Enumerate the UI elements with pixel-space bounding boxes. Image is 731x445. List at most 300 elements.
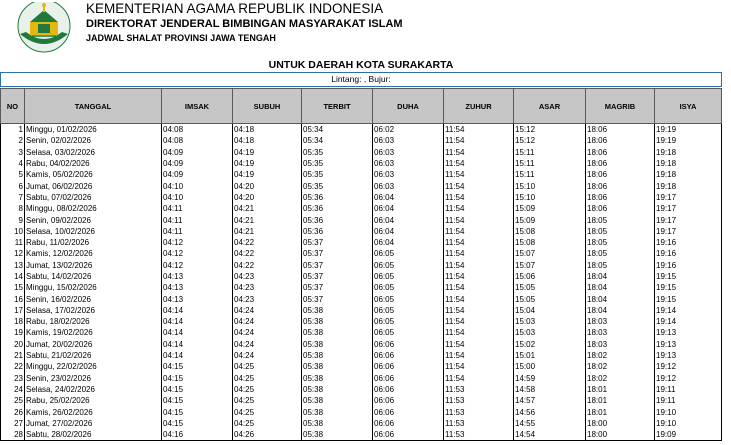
cell-isya[interactable]: 19:10 (655, 418, 722, 429)
cell-terbit[interactable]: 05:36 (302, 226, 373, 237)
cell-duha[interactable]: 06:04 (373, 237, 444, 248)
cell-terbit[interactable]: 05:38 (302, 305, 373, 316)
cell-magrib[interactable]: 18:04 (586, 282, 655, 293)
cell-terbit[interactable]: 05:38 (302, 429, 373, 441)
cell-duha[interactable]: 06:05 (373, 282, 444, 293)
cell-asar[interactable]: 15:05 (514, 293, 586, 304)
cell-imsak[interactable]: 04:10 (162, 180, 233, 191)
cell-duha[interactable]: 06:05 (373, 271, 444, 282)
cell-tanggal[interactable]: Sabtu, 28/02/2026 (25, 429, 162, 441)
cell-isya[interactable]: 19:19 (655, 124, 722, 136)
cell-imsak[interactable]: 04:11 (162, 203, 233, 214)
cell-tanggal[interactable]: Kamis, 19/02/2026 (25, 327, 162, 338)
cell-imsak[interactable]: 04:12 (162, 237, 233, 248)
cell-subuh[interactable]: 04:24 (233, 350, 302, 361)
cell-magrib[interactable]: 18:05 (586, 214, 655, 225)
cell-subuh[interactable]: 04:24 (233, 316, 302, 327)
cell-asar[interactable]: 15:09 (514, 214, 586, 225)
cell-imsak[interactable]: 04:09 (162, 147, 233, 158)
cell-tanggal[interactable]: Selasa, 10/02/2026 (25, 226, 162, 237)
cell-magrib[interactable]: 18:01 (586, 406, 655, 417)
cell-subuh[interactable]: 04:18 (233, 135, 302, 146)
cell-isya[interactable]: 19:14 (655, 305, 722, 316)
cell-subuh[interactable]: 04:22 (233, 237, 302, 248)
cell-tanggal[interactable]: Minggu, 01/02/2026 (25, 124, 162, 136)
cell-duha[interactable]: 06:06 (373, 429, 444, 441)
cell-zuhur[interactable]: 11:54 (444, 316, 514, 327)
cell-terbit[interactable]: 05:38 (302, 327, 373, 338)
column-header-magrib: MAGRIB (586, 89, 655, 124)
cell-no[interactable]: 9 (1, 214, 25, 225)
cell-terbit[interactable]: 05:37 (302, 271, 373, 282)
cell-magrib[interactable]: 18:06 (586, 192, 655, 203)
table-row (1, 316, 722, 327)
cell-isya[interactable]: 19:17 (655, 214, 722, 225)
cell-zuhur[interactable]: 11:54 (444, 361, 514, 372)
cell-subuh[interactable]: 04:25 (233, 418, 302, 429)
cell-no[interactable]: 2 (1, 135, 25, 146)
cell-zuhur[interactable]: 11:54 (444, 282, 514, 293)
coordinates-cell[interactable]: Lintang: , Bujur: (0, 72, 722, 87)
cell-asar[interactable]: 14:54 (514, 429, 586, 441)
cell-isya[interactable]: 19:14 (655, 316, 722, 327)
cell-tanggal[interactable]: Kamis, 05/02/2026 (25, 169, 162, 180)
cell-tanggal[interactable]: Senin, 02/02/2026 (25, 135, 162, 146)
cell-terbit[interactable]: 05:36 (302, 203, 373, 214)
cell-imsak[interactable]: 04:15 (162, 373, 233, 384)
cell-imsak[interactable]: 04:14 (162, 350, 233, 361)
table-row (1, 260, 722, 271)
cell-imsak[interactable]: 04:14 (162, 327, 233, 338)
cell-zuhur[interactable]: 11:54 (444, 180, 514, 191)
cell-asar[interactable]: 15:00 (514, 361, 586, 372)
cell-no[interactable]: 23 (1, 373, 25, 384)
table-row (1, 327, 722, 338)
cell-magrib[interactable]: 18:06 (586, 169, 655, 180)
cell-tanggal[interactable]: Sabtu, 14/02/2026 (25, 271, 162, 282)
cell-asar[interactable]: 15:12 (514, 135, 586, 146)
cell-magrib[interactable]: 18:06 (586, 158, 655, 169)
cell-isya[interactable]: 19:17 (655, 192, 722, 203)
cell-imsak[interactable]: 04:08 (162, 124, 233, 136)
cell-subuh[interactable]: 04:18 (233, 124, 302, 136)
cell-duha[interactable]: 06:06 (373, 406, 444, 417)
cell-asar[interactable]: 15:10 (514, 192, 586, 203)
cell-tanggal[interactable]: Jumat, 13/02/2026 (25, 260, 162, 271)
cell-no[interactable]: 24 (1, 384, 25, 395)
cell-subuh[interactable]: 04:25 (233, 395, 302, 406)
cell-terbit[interactable]: 05:38 (302, 384, 373, 395)
cell-terbit[interactable]: 05:35 (302, 158, 373, 169)
cell-no[interactable]: 14 (1, 271, 25, 282)
cell-isya[interactable]: 19:11 (655, 395, 722, 406)
cell-duha[interactable]: 06:03 (373, 180, 444, 191)
cell-imsak[interactable]: 04:13 (162, 282, 233, 293)
cell-terbit[interactable]: 05:35 (302, 147, 373, 158)
cell-no[interactable]: 4 (1, 158, 25, 169)
cell-subuh[interactable]: 04:23 (233, 271, 302, 282)
cell-tanggal[interactable]: Jumat, 27/02/2026 (25, 418, 162, 429)
cell-subuh[interactable]: 04:21 (233, 203, 302, 214)
cell-imsak[interactable]: 04:13 (162, 293, 233, 304)
cell-terbit[interactable]: 05:34 (302, 124, 373, 136)
cell-zuhur[interactable]: 11:54 (444, 373, 514, 384)
cell-subuh[interactable]: 04:24 (233, 339, 302, 350)
cell-no[interactable]: 25 (1, 395, 25, 406)
table-row (1, 248, 722, 259)
cell-magrib[interactable]: 18:03 (586, 316, 655, 327)
cell-duha[interactable]: 06:03 (373, 169, 444, 180)
cell-duha[interactable]: 06:06 (373, 384, 444, 395)
cell-zuhur[interactable]: 11:53 (444, 406, 514, 417)
table-row (1, 282, 722, 293)
cell-isya[interactable]: 19:13 (655, 327, 722, 338)
cell-subuh[interactable]: 04:19 (233, 147, 302, 158)
cell-terbit[interactable]: 05:35 (302, 169, 373, 180)
cell-no[interactable]: 15 (1, 282, 25, 293)
cell-no[interactable]: 7 (1, 192, 25, 203)
cell-tanggal[interactable]: Senin, 23/02/2026 (25, 373, 162, 384)
cell-magrib[interactable]: 18:06 (586, 203, 655, 214)
cell-zuhur[interactable]: 11:54 (444, 192, 514, 203)
cell-zuhur[interactable]: 11:54 (444, 248, 514, 259)
cell-isya[interactable]: 19:16 (655, 260, 722, 271)
cell-no[interactable]: 22 (1, 361, 25, 372)
cell-no[interactable]: 20 (1, 339, 25, 350)
cell-asar[interactable]: 15:07 (514, 260, 586, 271)
cell-subuh[interactable]: 04:21 (233, 226, 302, 237)
cell-asar[interactable]: 15:08 (514, 237, 586, 248)
table-row (1, 429, 722, 441)
cell-magrib[interactable]: 18:06 (586, 147, 655, 158)
cell-no[interactable]: 26 (1, 406, 25, 417)
cell-no[interactable]: 28 (1, 429, 25, 441)
cell-tanggal[interactable]: Rabu, 18/02/2026 (25, 316, 162, 327)
cell-zuhur[interactable]: 11:53 (444, 429, 514, 441)
cell-terbit[interactable]: 05:37 (302, 260, 373, 271)
table-row (1, 180, 722, 191)
cell-zuhur[interactable]: 11:54 (444, 135, 514, 146)
cell-terbit[interactable]: 05:37 (302, 237, 373, 248)
cell-duha[interactable]: 06:05 (373, 327, 444, 338)
cell-duha[interactable]: 06:03 (373, 158, 444, 169)
cell-zuhur[interactable]: 11:54 (444, 124, 514, 136)
cell-subuh[interactable]: 04:25 (233, 361, 302, 372)
cell-subuh[interactable]: 04:20 (233, 180, 302, 191)
cell-terbit[interactable]: 05:38 (302, 361, 373, 372)
cell-zuhur[interactable]: 11:54 (444, 237, 514, 248)
cell-no[interactable]: 27 (1, 418, 25, 429)
cell-isya[interactable]: 19:17 (655, 203, 722, 214)
cell-zuhur[interactable]: 11:54 (444, 226, 514, 237)
cell-duha[interactable]: 06:05 (373, 305, 444, 316)
cell-magrib[interactable]: 18:01 (586, 395, 655, 406)
cell-subuh[interactable]: 04:23 (233, 293, 302, 304)
cell-duha[interactable]: 06:02 (373, 124, 444, 136)
cell-terbit[interactable]: 05:37 (302, 293, 373, 304)
cell-no[interactable]: 12 (1, 248, 25, 259)
cell-asar[interactable]: 15:09 (514, 203, 586, 214)
cell-no[interactable]: 3 (1, 147, 25, 158)
table-row (1, 147, 722, 158)
cell-terbit[interactable]: 05:35 (302, 180, 373, 191)
cell-zuhur[interactable]: 11:54 (444, 158, 514, 169)
cell-magrib[interactable]: 18:06 (586, 124, 655, 136)
cell-asar[interactable]: 14:57 (514, 395, 586, 406)
cell-imsak[interactable]: 04:11 (162, 214, 233, 225)
cell-zuhur[interactable]: 11:54 (444, 339, 514, 350)
schedule-title: JADWAL SHALAT PROVINSI JAWA TENGAH (86, 33, 276, 43)
cell-isya[interactable]: 19:15 (655, 282, 722, 293)
column-header-asar: ASAR (514, 89, 586, 124)
cell-imsak[interactable]: 04:12 (162, 260, 233, 271)
cell-imsak[interactable]: 04:13 (162, 271, 233, 282)
cell-duha[interactable]: 06:05 (373, 260, 444, 271)
cell-isya[interactable]: 19:16 (655, 237, 722, 248)
cell-tanggal[interactable]: Jumat, 20/02/2026 (25, 339, 162, 350)
cell-terbit[interactable]: 05:37 (302, 282, 373, 293)
cell-isya[interactable]: 19:19 (655, 135, 722, 146)
cell-tanggal[interactable]: Senin, 09/02/2026 (25, 214, 162, 225)
cell-magrib[interactable]: 18:05 (586, 248, 655, 259)
cell-duha[interactable]: 06:06 (373, 350, 444, 361)
cell-subuh[interactable]: 04:26 (233, 429, 302, 441)
cell-magrib[interactable]: 18:03 (586, 327, 655, 338)
cell-tanggal[interactable]: Kamis, 12/02/2026 (25, 248, 162, 259)
cell-subuh[interactable]: 04:24 (233, 305, 302, 316)
column-header-zuhur: ZUHUR (444, 89, 514, 124)
cell-asar[interactable]: 15:10 (514, 180, 586, 191)
cell-no[interactable]: 8 (1, 203, 25, 214)
cell-isya[interactable]: 19:11 (655, 384, 722, 395)
cell-zuhur[interactable]: 11:54 (444, 271, 514, 282)
cell-isya[interactable]: 19:16 (655, 248, 722, 259)
cell-subuh[interactable]: 04:19 (233, 158, 302, 169)
cell-isya[interactable]: 19:12 (655, 373, 722, 384)
cell-no[interactable]: 21 (1, 350, 25, 361)
column-header-terbit: TERBIT (302, 89, 373, 124)
cell-asar[interactable]: 15:03 (514, 316, 586, 327)
cell-tanggal[interactable]: Rabu, 04/02/2026 (25, 158, 162, 169)
cell-asar[interactable]: 15:11 (514, 147, 586, 158)
cell-subuh[interactable]: 04:19 (233, 169, 302, 180)
cell-terbit[interactable]: 05:38 (302, 418, 373, 429)
cell-asar[interactable]: 15:04 (514, 305, 586, 316)
cell-magrib[interactable]: 18:06 (586, 135, 655, 146)
cell-duha[interactable]: 06:04 (373, 203, 444, 214)
cell-asar[interactable]: 15:11 (514, 158, 586, 169)
cell-isya[interactable]: 19:09 (655, 429, 722, 441)
cell-tanggal[interactable]: Selasa, 24/02/2026 (25, 384, 162, 395)
cell-no[interactable]: 13 (1, 260, 25, 271)
cell-magrib[interactable]: 18:04 (586, 271, 655, 282)
cell-tanggal[interactable]: Rabu, 11/02/2026 (25, 237, 162, 248)
cell-magrib[interactable]: 18:02 (586, 373, 655, 384)
cell-tanggal[interactable]: Minggu, 08/02/2026 (25, 203, 162, 214)
cell-duha[interactable]: 06:06 (373, 395, 444, 406)
cell-no[interactable]: 16 (1, 293, 25, 304)
cell-subuh[interactable]: 04:25 (233, 406, 302, 417)
cell-imsak[interactable]: 04:11 (162, 226, 233, 237)
cell-duha[interactable]: 06:05 (373, 248, 444, 259)
cell-asar[interactable]: 15:02 (514, 339, 586, 350)
cell-tanggal[interactable]: Selasa, 17/02/2026 (25, 305, 162, 316)
cell-terbit[interactable]: 05:38 (302, 350, 373, 361)
table-row (1, 226, 722, 237)
cell-zuhur[interactable]: 11:53 (444, 418, 514, 429)
cell-imsak[interactable]: 04:15 (162, 395, 233, 406)
cell-magrib[interactable]: 18:05 (586, 226, 655, 237)
cell-imsak[interactable]: 04:12 (162, 248, 233, 259)
cell-imsak[interactable]: 04:14 (162, 339, 233, 350)
cell-imsak[interactable]: 04:15 (162, 406, 233, 417)
cell-zuhur[interactable]: 11:54 (444, 203, 514, 214)
cell-terbit[interactable]: 05:38 (302, 339, 373, 350)
cell-imsak[interactable]: 04:09 (162, 169, 233, 180)
cell-duha[interactable]: 06:04 (373, 214, 444, 225)
cell-magrib[interactable]: 18:03 (586, 339, 655, 350)
region-title: UNTUK DAERAH KOTA SURAKARTA (268, 59, 454, 71)
cell-subuh[interactable]: 04:22 (233, 260, 302, 271)
cell-magrib[interactable]: 18:04 (586, 305, 655, 316)
cell-imsak[interactable]: 04:15 (162, 418, 233, 429)
cell-subuh[interactable]: 04:25 (233, 373, 302, 384)
cell-isya[interactable]: 19:13 (655, 339, 722, 350)
cell-terbit[interactable]: 05:38 (302, 373, 373, 384)
cell-asar[interactable]: 15:11 (514, 169, 586, 180)
cell-magrib[interactable]: 18:01 (586, 384, 655, 395)
cell-isya[interactable]: 19:18 (655, 147, 722, 158)
cell-magrib[interactable]: 18:04 (586, 293, 655, 304)
cell-magrib[interactable]: 18:00 (586, 429, 655, 441)
cell-asar[interactable]: 15:06 (514, 271, 586, 282)
cell-magrib[interactable]: 18:02 (586, 350, 655, 361)
cell-asar[interactable]: 15:07 (514, 248, 586, 259)
cell-isya[interactable]: 19:17 (655, 226, 722, 237)
cell-asar[interactable]: 15:05 (514, 282, 586, 293)
cell-terbit[interactable]: 05:38 (302, 316, 373, 327)
cell-isya[interactable]: 19:12 (655, 361, 722, 372)
cell-duha[interactable]: 06:05 (373, 293, 444, 304)
cell-no[interactable]: 10 (1, 226, 25, 237)
cell-duha[interactable]: 06:04 (373, 192, 444, 203)
cell-zuhur[interactable]: 11:54 (444, 214, 514, 225)
table-row (1, 350, 722, 361)
cell-zuhur[interactable]: 11:54 (444, 350, 514, 361)
cell-no[interactable]: 1 (1, 124, 25, 136)
cell-isya[interactable]: 19:15 (655, 271, 722, 282)
cell-imsak[interactable]: 04:08 (162, 135, 233, 146)
cell-tanggal[interactable]: Selasa, 03/02/2026 (25, 147, 162, 158)
cell-isya[interactable]: 19:10 (655, 406, 722, 417)
cell-duha[interactable]: 06:06 (373, 339, 444, 350)
cell-imsak[interactable]: 04:15 (162, 384, 233, 395)
cell-terbit[interactable]: 05:36 (302, 192, 373, 203)
cell-isya[interactable]: 19:18 (655, 180, 722, 191)
cell-terbit[interactable]: 05:37 (302, 248, 373, 259)
cell-terbit[interactable]: 05:34 (302, 135, 373, 146)
cell-zuhur[interactable]: 11:54 (444, 305, 514, 316)
cell-no[interactable]: 5 (1, 169, 25, 180)
cell-no[interactable]: 18 (1, 316, 25, 327)
cell-imsak[interactable]: 04:14 (162, 316, 233, 327)
cell-imsak[interactable]: 04:10 (162, 192, 233, 203)
cell-isya[interactable]: 19:18 (655, 169, 722, 180)
cell-duha[interactable]: 06:05 (373, 316, 444, 327)
cell-duha[interactable]: 06:06 (373, 361, 444, 372)
cell-zuhur[interactable]: 11:54 (444, 260, 514, 271)
cell-tanggal[interactable]: Sabtu, 07/02/2026 (25, 192, 162, 203)
cell-isya[interactable]: 19:13 (655, 350, 722, 361)
cell-terbit[interactable]: 05:38 (302, 395, 373, 406)
cell-asar[interactable]: 15:12 (514, 124, 586, 136)
cell-duha[interactable]: 06:03 (373, 135, 444, 146)
cell-asar[interactable]: 14:58 (514, 384, 586, 395)
cell-magrib[interactable]: 18:02 (586, 361, 655, 372)
cell-zuhur[interactable]: 11:54 (444, 327, 514, 338)
cell-tanggal[interactable]: Kamis, 26/02/2026 (25, 406, 162, 417)
cell-subuh[interactable]: 04:23 (233, 282, 302, 293)
cell-asar[interactable]: 14:56 (514, 406, 586, 417)
cell-asar[interactable]: 14:55 (514, 418, 586, 429)
cell-zuhur[interactable]: 11:53 (444, 395, 514, 406)
cell-imsak[interactable]: 04:15 (162, 361, 233, 372)
cell-tanggal[interactable]: Sabtu, 21/02/2026 (25, 350, 162, 361)
cell-no[interactable]: 17 (1, 305, 25, 316)
table-row (1, 384, 722, 395)
cell-zuhur[interactable]: 11:54 (444, 169, 514, 180)
cell-duha[interactable]: 06:04 (373, 226, 444, 237)
cell-asar[interactable]: 15:01 (514, 350, 586, 361)
cell-tanggal[interactable]: Jumat, 06/02/2026 (25, 180, 162, 191)
cell-tanggal[interactable]: Rabu, 25/02/2026 (25, 395, 162, 406)
cell-isya[interactable]: 19:18 (655, 158, 722, 169)
cell-subuh[interactable]: 04:25 (233, 384, 302, 395)
cell-duha[interactable]: 06:03 (373, 147, 444, 158)
cell-imsak[interactable]: 04:16 (162, 429, 233, 441)
cell-magrib[interactable]: 18:05 (586, 260, 655, 271)
cell-magrib[interactable]: 18:06 (586, 180, 655, 191)
cell-tanggal[interactable]: Senin, 16/02/2026 (25, 293, 162, 304)
cell-subuh[interactable]: 04:24 (233, 327, 302, 338)
cell-asar[interactable]: 14:59 (514, 373, 586, 384)
cell-no[interactable]: 19 (1, 327, 25, 338)
cell-subuh[interactable]: 04:20 (233, 192, 302, 203)
cell-subuh[interactable]: 04:22 (233, 248, 302, 259)
cell-asar[interactable]: 15:08 (514, 226, 586, 237)
cell-isya[interactable]: 19:15 (655, 293, 722, 304)
cell-asar[interactable]: 15:03 (514, 327, 586, 338)
cell-no[interactable]: 11 (1, 237, 25, 248)
cell-duha[interactable]: 06:06 (373, 373, 444, 384)
cell-magrib[interactable]: 18:05 (586, 237, 655, 248)
cell-subuh[interactable]: 04:21 (233, 214, 302, 225)
cell-magrib[interactable]: 18:00 (586, 418, 655, 429)
cell-zuhur[interactable]: 11:54 (444, 293, 514, 304)
cell-zuhur[interactable]: 11:54 (444, 147, 514, 158)
cell-terbit[interactable]: 05:36 (302, 214, 373, 225)
cell-tanggal[interactable]: Minggu, 22/02/2026 (25, 361, 162, 372)
table-row (1, 406, 722, 417)
cell-no[interactable]: 6 (1, 180, 25, 191)
cell-imsak[interactable]: 04:14 (162, 305, 233, 316)
cell-duha[interactable]: 06:06 (373, 418, 444, 429)
cell-tanggal[interactable]: Minggu, 15/02/2026 (25, 282, 162, 293)
cell-terbit[interactable]: 05:38 (302, 406, 373, 417)
cell-zuhur[interactable]: 11:53 (444, 384, 514, 395)
cell-imsak[interactable]: 04:09 (162, 158, 233, 169)
kemenag-logo-icon (16, 2, 72, 54)
